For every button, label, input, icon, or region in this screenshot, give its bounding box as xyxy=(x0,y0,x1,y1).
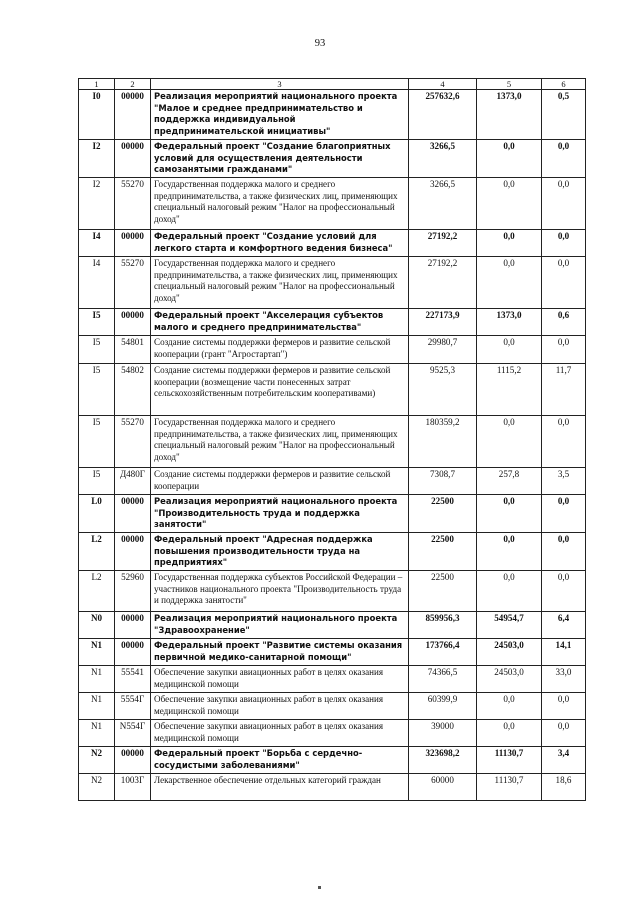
cell-planned-amount: 323698,2 xyxy=(409,747,477,774)
cell-planned-amount: 859956,3 xyxy=(409,612,477,639)
cell-section-code: N1 xyxy=(79,666,115,693)
cell-section-code: I5 xyxy=(79,309,115,336)
cell-section-code: I5 xyxy=(79,416,115,468)
cell-executed-amount: 1373,0 xyxy=(477,309,542,336)
cell-expense-code: 00000 xyxy=(115,747,151,774)
cell-executed-amount: 0,0 xyxy=(477,178,542,230)
cell-percent: 33,0 xyxy=(542,666,586,693)
cell-percent: 0,0 xyxy=(542,416,586,468)
cell-section-code: I4 xyxy=(79,230,115,257)
cell-planned-amount: 3266,5 xyxy=(409,140,477,178)
cell-executed-amount: 0,0 xyxy=(477,720,542,747)
cell-executed-amount: 0,0 xyxy=(477,495,542,533)
cell-executed-amount: 0,0 xyxy=(477,140,542,178)
table-row xyxy=(79,774,586,801)
cell-description: Государственная поддержка субъектов Российской Федерации – участников национального проекта "Производительность труда и поддержка занятости" xyxy=(151,571,409,612)
cell-planned-amount: 27192,2 xyxy=(409,257,477,309)
table-row xyxy=(79,533,586,571)
cell-expense-code: 55270 xyxy=(115,178,151,230)
column-header-2: 2 xyxy=(115,79,151,90)
cell-executed-amount: 24503,0 xyxy=(477,639,542,666)
cell-percent: 0,0 xyxy=(542,495,586,533)
cell-planned-amount: 29980,7 xyxy=(409,336,477,364)
table-row xyxy=(79,720,586,747)
cell-expense-code: 00000 xyxy=(115,533,151,571)
table-row xyxy=(79,468,586,495)
cell-percent: 0,5 xyxy=(542,90,586,140)
cell-description: Федеральный проект "Развитие системы оказания первичной медико-санитарной помощи" xyxy=(151,639,409,666)
column-header-1: 1 xyxy=(79,79,115,90)
column-header-3: 3 xyxy=(151,79,409,90)
cell-planned-amount: 27192,2 xyxy=(409,230,477,257)
cell-section-code: I5 xyxy=(79,336,115,364)
cell-percent: 0,6 xyxy=(542,309,586,336)
cell-section-code: N1 xyxy=(79,720,115,747)
budget-table xyxy=(78,78,586,801)
cell-description: Обеспечение закупки авиационных работ в целях оказания медицинской помощи xyxy=(151,720,409,747)
cell-description: Федеральный проект "Создание благоприятных условий для осуществления деятельности самозанятыми гражданами" xyxy=(151,140,409,178)
table-row xyxy=(79,639,586,666)
table-row xyxy=(79,416,586,468)
cell-section-code: I4 xyxy=(79,257,115,309)
cell-expense-code: 54802 xyxy=(115,364,151,416)
cell-planned-amount: 257632,6 xyxy=(409,90,477,140)
table-row xyxy=(79,571,586,612)
cell-section-code: N1 xyxy=(79,639,115,666)
cell-executed-amount: 0,0 xyxy=(477,693,542,720)
table-row xyxy=(79,140,586,178)
cell-description: Создание системы поддержки фермеров и развитие сельской кооперации (грант "Агростартап") xyxy=(151,336,409,364)
table-header-row xyxy=(79,79,586,90)
cell-section-code: I5 xyxy=(79,468,115,495)
cell-executed-amount: 257,8 xyxy=(477,468,542,495)
cell-percent: 0,0 xyxy=(542,230,586,257)
cell-description: Реализация мероприятий национального проекта "Здравоохранение" xyxy=(151,612,409,639)
cell-planned-amount: 9525,3 xyxy=(409,364,477,416)
cell-section-code: N1 xyxy=(79,693,115,720)
cell-expense-code: N554Г xyxy=(115,720,151,747)
cell-description: Создание системы поддержки фермеров и развитие сельской кооперации (возмещение части понесенных затрат сельскохозяйственным потребительским кооперативами) xyxy=(151,364,409,416)
cell-planned-amount: 22500 xyxy=(409,571,477,612)
cell-section-code: I2 xyxy=(79,178,115,230)
cell-percent: 0,0 xyxy=(542,178,586,230)
cell-description: Создание системы поддержки фермеров и развитие сельской кооперации xyxy=(151,468,409,495)
cell-expense-code: 1003Г xyxy=(115,774,151,801)
cell-expense-code: 00000 xyxy=(115,495,151,533)
column-header-4: 4 xyxy=(409,79,477,90)
cell-section-code: N2 xyxy=(79,774,115,801)
cell-planned-amount: 7308,7 xyxy=(409,468,477,495)
cell-expense-code: 00000 xyxy=(115,309,151,336)
table-body xyxy=(79,79,586,801)
cell-executed-amount: 24503,0 xyxy=(477,666,542,693)
table-row xyxy=(79,693,586,720)
cell-expense-code: 55270 xyxy=(115,257,151,309)
cell-section-code: I5 xyxy=(79,364,115,416)
cell-expense-code: 00000 xyxy=(115,230,151,257)
cell-percent: 0,0 xyxy=(542,336,586,364)
cell-executed-amount: 0,0 xyxy=(477,230,542,257)
cell-percent: 18,6 xyxy=(542,774,586,801)
cell-description: Лекарственное обеспечение отдельных категорий граждан xyxy=(151,774,409,801)
table-row xyxy=(79,230,586,257)
cell-planned-amount: 227173,9 xyxy=(409,309,477,336)
cell-planned-amount: 173766,4 xyxy=(409,639,477,666)
cell-description: Федеральный проект "Адресная поддержка повышения производительности труда на предприятиях" xyxy=(151,533,409,571)
cell-section-code: I2 xyxy=(79,140,115,178)
cell-expense-code: 54801 xyxy=(115,336,151,364)
cell-percent: 0,0 xyxy=(542,693,586,720)
cell-executed-amount: 11130,7 xyxy=(477,774,542,801)
cell-executed-amount: 1115,2 xyxy=(477,364,542,416)
cell-expense-code: 00000 xyxy=(115,612,151,639)
cell-percent: 0,0 xyxy=(542,140,586,178)
cell-section-code: N0 xyxy=(79,612,115,639)
page-number: 93 xyxy=(314,38,326,49)
cell-executed-amount: 0,0 xyxy=(477,571,542,612)
cell-description: Федеральный проект "Создание условий для легкого старта и комфортного ведения бизнеса" xyxy=(151,230,409,257)
cell-executed-amount: 11130,7 xyxy=(477,747,542,774)
cell-percent: 0,0 xyxy=(542,571,586,612)
cell-description: Обеспечение закупки авиационных работ в целях оказания медицинской помощи xyxy=(151,666,409,693)
cell-expense-code: 55270 xyxy=(115,416,151,468)
cell-planned-amount: 39000 xyxy=(409,720,477,747)
cell-executed-amount: 0,0 xyxy=(477,336,542,364)
cell-percent: 3,4 xyxy=(542,747,586,774)
cell-percent: 14,1 xyxy=(542,639,586,666)
cell-planned-amount: 22500 xyxy=(409,533,477,571)
cell-description: Реализация мероприятий национального проекта "Производительность труда и поддержка занятости" xyxy=(151,495,409,533)
cell-section-code: L2 xyxy=(79,533,115,571)
cell-executed-amount: 54954,7 xyxy=(477,612,542,639)
column-header-5: 5 xyxy=(477,79,542,90)
cell-percent: 0,0 xyxy=(542,720,586,747)
cell-expense-code: Д480Г xyxy=(115,468,151,495)
cell-description: Государственная поддержка малого и среднего предпринимательства, а также физических лиц, применяющих специальный налоговый режим "Налог на профессиональный доход" xyxy=(151,257,409,309)
scan-dot xyxy=(318,886,321,889)
cell-executed-amount: 0,0 xyxy=(477,533,542,571)
column-header-6: 6 xyxy=(542,79,586,90)
cell-expense-code: 00000 xyxy=(115,140,151,178)
cell-planned-amount: 3266,5 xyxy=(409,178,477,230)
cell-section-code: L2 xyxy=(79,571,115,612)
cell-description: Федеральный проект "Акселерация субъектов малого и среднего предпринимательства" xyxy=(151,309,409,336)
cell-planned-amount: 60000 xyxy=(409,774,477,801)
table-row xyxy=(79,336,586,364)
table-row xyxy=(79,309,586,336)
table-row xyxy=(79,666,586,693)
cell-planned-amount: 60399,9 xyxy=(409,693,477,720)
cell-planned-amount: 22500 xyxy=(409,495,477,533)
cell-expense-code: 52960 xyxy=(115,571,151,612)
table-row xyxy=(79,495,586,533)
cell-section-code: N2 xyxy=(79,747,115,774)
table-row xyxy=(79,364,586,416)
table-row xyxy=(79,612,586,639)
table-row xyxy=(79,747,586,774)
cell-percent: 0,0 xyxy=(542,257,586,309)
cell-percent: 11,7 xyxy=(542,364,586,416)
cell-executed-amount: 0,0 xyxy=(477,416,542,468)
table-row xyxy=(79,257,586,309)
cell-percent: 3,5 xyxy=(542,468,586,495)
cell-expense-code: 00000 xyxy=(115,639,151,666)
cell-planned-amount: 180359,2 xyxy=(409,416,477,468)
cell-description: Реализация мероприятий национального проекта "Малое и среднее предпринимательство и поддержка индивидуальной предпринимательской инициативы" xyxy=(151,90,409,140)
cell-description: Обеспечение закупки авиационных работ в целях оказания медицинской помощи xyxy=(151,693,409,720)
cell-planned-amount: 74366,5 xyxy=(409,666,477,693)
table-row xyxy=(79,178,586,230)
cell-section-code: L0 xyxy=(79,495,115,533)
cell-description: Государственная поддержка малого и среднего предпринимательства, а также физических лиц, применяющих специальный налоговый режим "Налог на профессиональный доход" xyxy=(151,416,409,468)
cell-percent: 0,0 xyxy=(542,533,586,571)
cell-executed-amount: 0,0 xyxy=(477,257,542,309)
cell-section-code: I0 xyxy=(79,90,115,140)
cell-expense-code: 00000 xyxy=(115,90,151,140)
cell-description: Федеральный проект "Борьба с сердечно-сосудистыми заболеваниями" xyxy=(151,747,409,774)
cell-expense-code: 5554Г xyxy=(115,693,151,720)
cell-expense-code: 55541 xyxy=(115,666,151,693)
cell-description: Государственная поддержка малого и среднего предпринимательства, а также физических лиц, применяющих специальный налоговый режим "Налог на профессиональный доход" xyxy=(151,178,409,230)
cell-percent: 6,4 xyxy=(542,612,586,639)
table-row xyxy=(79,90,586,140)
cell-executed-amount: 1373,0 xyxy=(477,90,542,140)
